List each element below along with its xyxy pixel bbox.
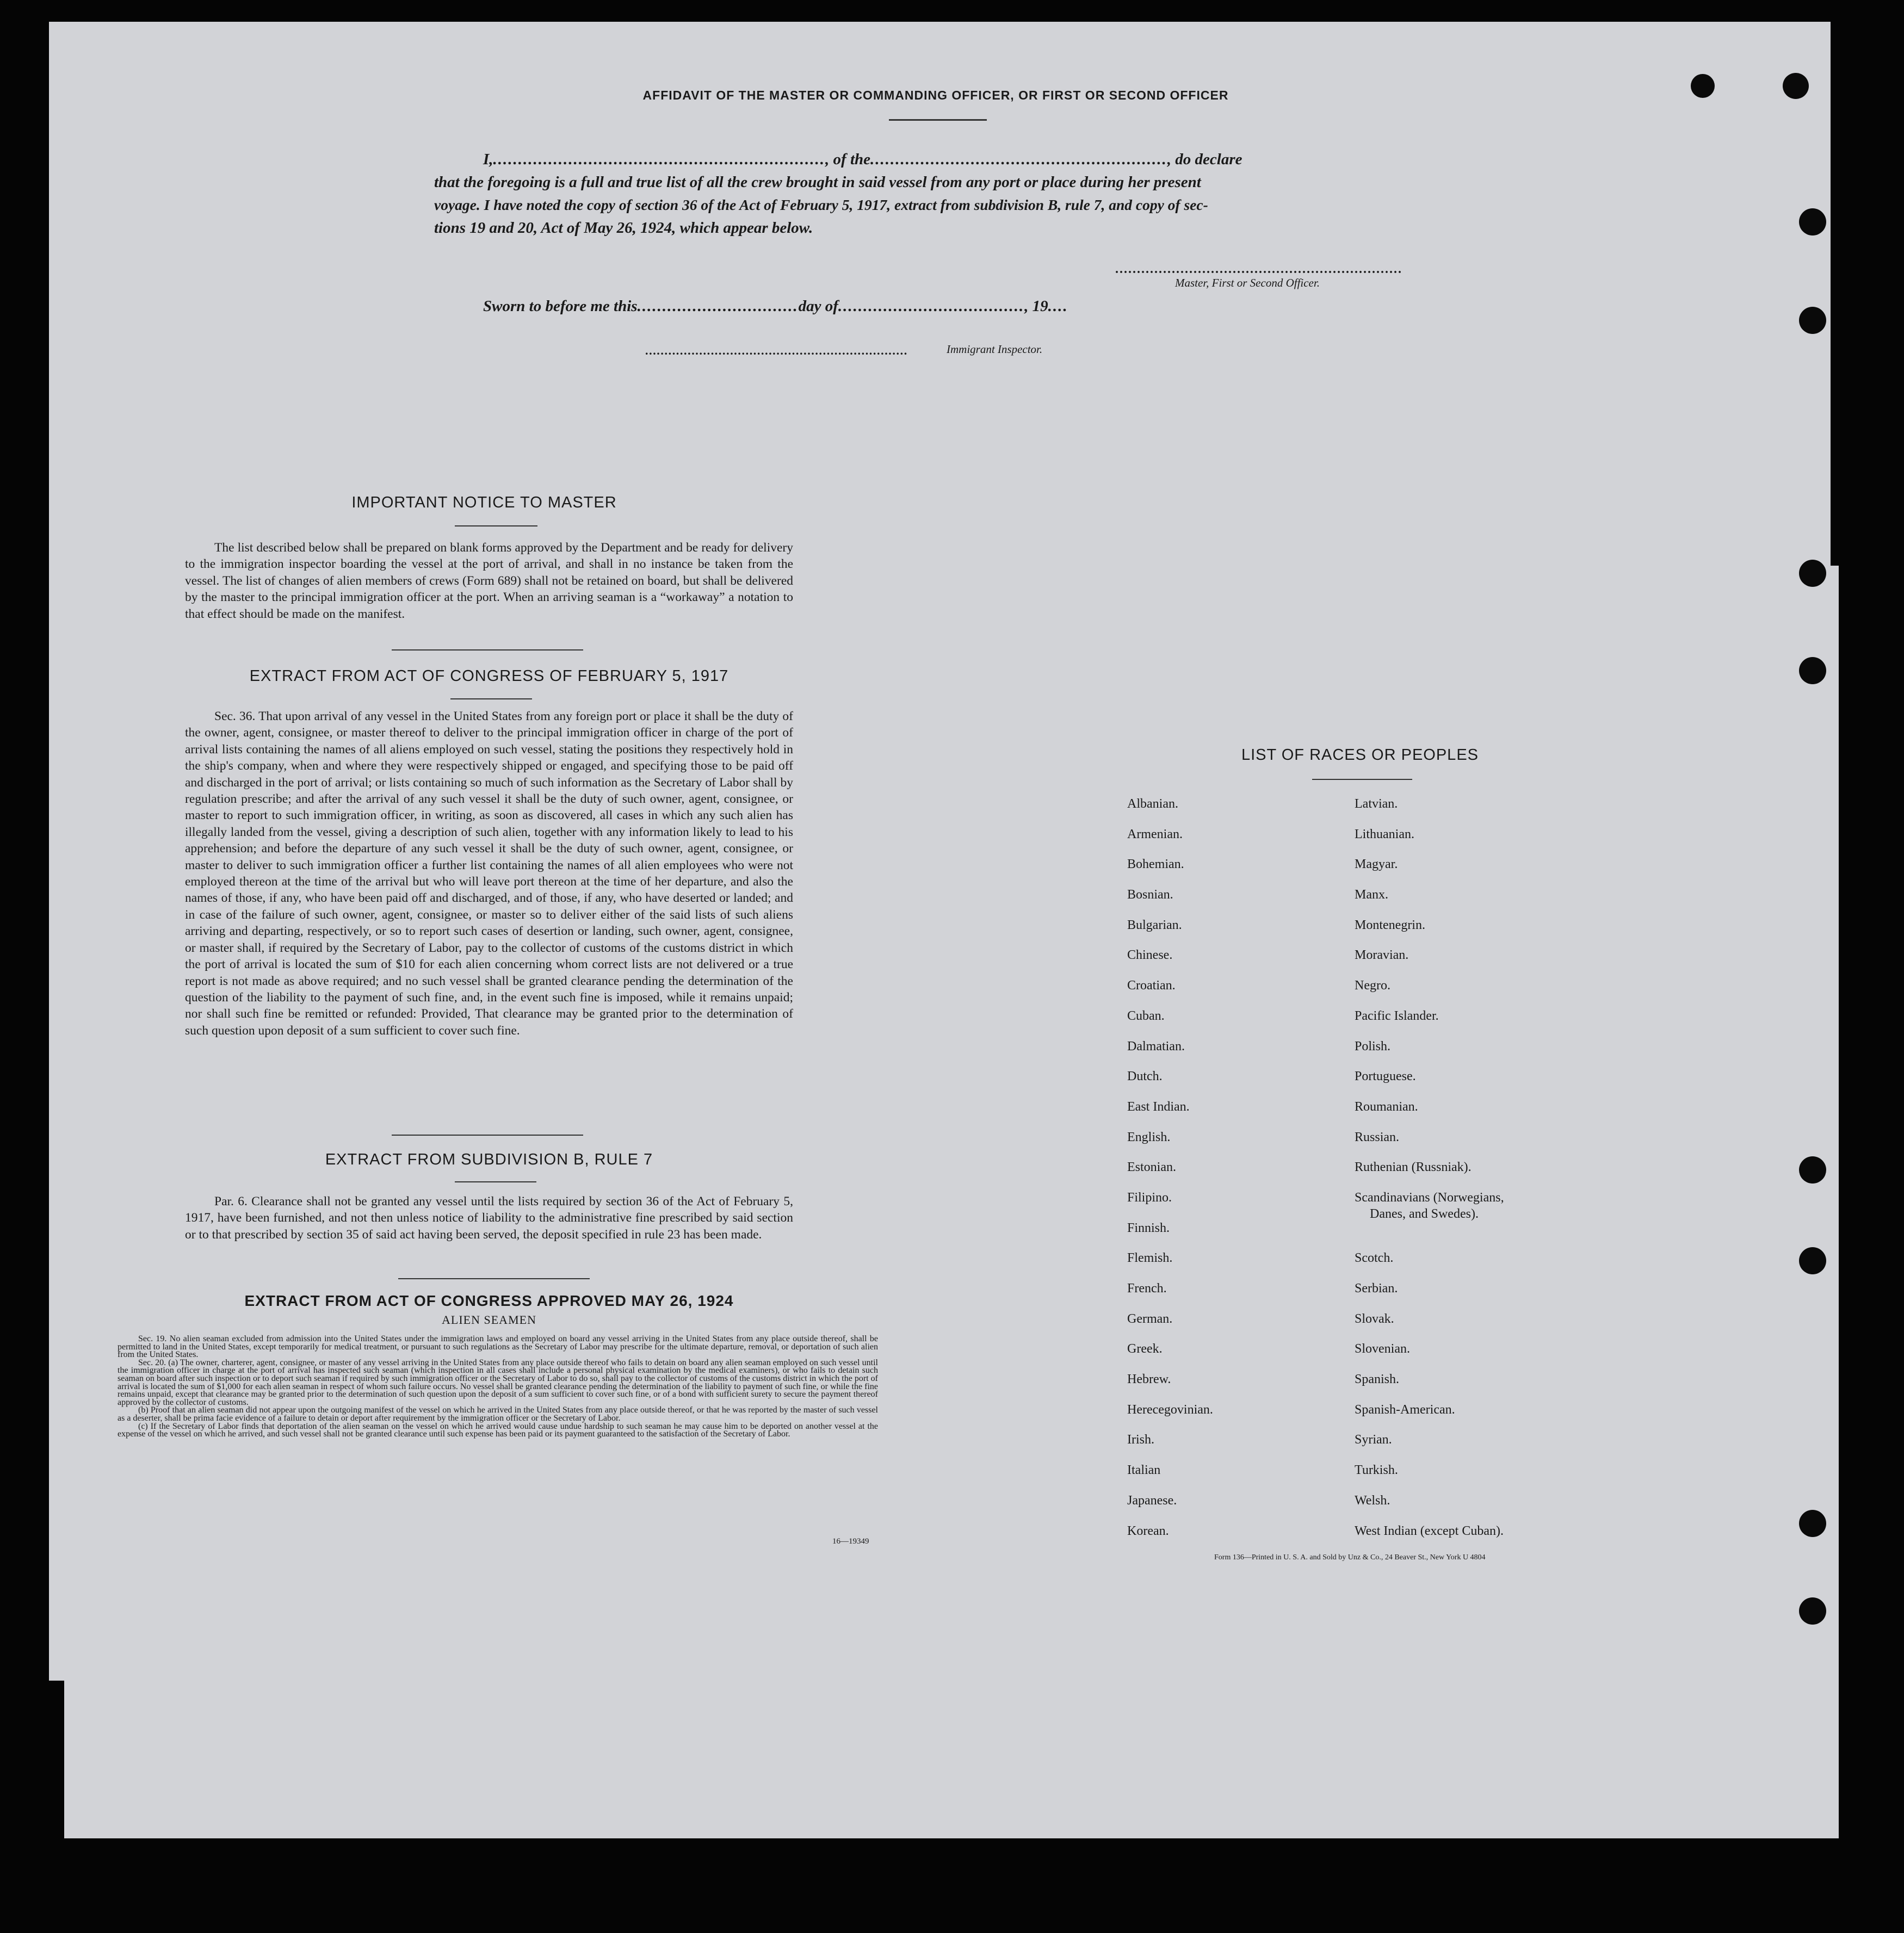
race-item: Italian [1127, 1463, 1161, 1478]
do-declare-label: , do declare [1167, 151, 1242, 168]
declarant-name-field[interactable]: .................................................................. [493, 151, 826, 168]
form-code: 16—19349 [832, 1537, 869, 1546]
punch-hole [1691, 74, 1715, 98]
race-item: Japanese. [1127, 1493, 1177, 1508]
page-notch-top-right [1831, 22, 1841, 566]
race-item: Lithuanian. [1355, 827, 1414, 841]
race-item: Ruthenian (Russniak). [1355, 1160, 1472, 1175]
race-item: Bulgarian. [1127, 918, 1182, 932]
race-item: Negro. [1355, 978, 1390, 993]
form-footer: Form 136—Printed in U. S. A. and Sold by Unz & Co., 24 Beaver St., New York U 4804 [1214, 1553, 1486, 1562]
master-signature-label: Master, First or Second Officer. [1175, 276, 1320, 289]
race-item: Slovak. [1355, 1311, 1394, 1326]
race-item: Scandinavians (Norwegians, [1355, 1190, 1504, 1205]
punch-hole [1799, 657, 1826, 684]
race-item: Flemish. [1127, 1251, 1173, 1266]
divider [1312, 779, 1412, 780]
race-item: Magyar. [1355, 857, 1398, 872]
race-item: Dalmatian. [1127, 1039, 1185, 1054]
punch-hole [1799, 307, 1826, 334]
race-item: Croatian. [1127, 978, 1176, 993]
race-item: Greek. [1127, 1342, 1163, 1356]
race-item: Herecegovinian. [1127, 1402, 1213, 1417]
race-item: Hebrew. [1127, 1372, 1171, 1387]
race-item: Finnish. [1127, 1220, 1170, 1235]
race-item: Irish. [1127, 1433, 1154, 1447]
extract-1924-subtitle: ALIEN SEAMEN [442, 1313, 536, 1327]
divider [392, 1135, 583, 1136]
divider [889, 119, 987, 121]
inspector-signature-field[interactable]: .................................................................... [645, 344, 908, 357]
sec-20a-paragraph: Sec. 20. (a) The owner, charterer, agent, consignee, or master of any vessel arriving in the United States from any place outside thereof who fails to detain on board any alien seaman employed on such vessel until the immigration officer in charge at the port of arrival has inspected such seaman (which inspection in all cases shall include a personal physical examination by the medical examiners), or who fails to detain such seaman on board after such inspection or to deport such seaman if required by such immigration officer or the Secretary of Labor to do so, shall pay to the collector of customs of the customs district in which the port of arrival is located the sum of $1,000 for each alien seaman in respect of whom such failure occurs. No vessel shall be granted clearance pending the determination of the liability to payment of such fine, or while the fine remains unpaid, except that clearance may be granted prior to the determination of such question upon the deposit of a sum sufficient to cover such fine, or of a bond with sufficient surety to secure the payment thereof approved by the collector of customs. [118, 1358, 878, 1407]
extract-1924-title: EXTRACT FROM ACT OF CONGRESS APPROVED MAY 26, 1924 [244, 1292, 734, 1309]
race-item: French. [1127, 1281, 1167, 1296]
divider [450, 698, 532, 699]
race-item: Armenian. [1127, 827, 1183, 841]
punch-hole [1799, 560, 1826, 587]
race-item: Danes, and Swedes). [1370, 1206, 1479, 1221]
extract-rule7-body: Par. 6. Clearance shall not be granted any vessel until the lists required by section 36 of the Act of February 5, 1917, have been furnished, and not then unless notice of liability to the administrative fine prescribed by said section or to that prescribed by section 35 of said act having been served, the deposit specified in rule 23 has been made. [185, 1194, 793, 1242]
race-item: Turkish. [1355, 1463, 1398, 1478]
sworn-day-field[interactable]: ................................ [637, 298, 799, 315]
race-item: Polish. [1355, 1039, 1391, 1054]
race-item: Bosnian. [1127, 888, 1173, 902]
vessel-name-field[interactable]: ........................................................... [870, 151, 1167, 168]
declaration-line-2: that the foregoing is a full and true list of all the crew brought in said vessel from any port or place during her present [434, 174, 1201, 191]
declarant-prefix: I, [483, 151, 493, 168]
sworn-year-field[interactable]: .... [1048, 298, 1068, 315]
race-item: East Indian. [1127, 1099, 1190, 1114]
sworn-month-field[interactable]: ..................................... [838, 298, 1025, 315]
race-item: Serbian. [1355, 1281, 1398, 1296]
extract-1917-title: EXTRACT FROM ACT OF CONGRESS OF FEBRUARY 5, 1917 [249, 667, 729, 685]
sworn-line [483, 295, 1068, 318]
divider [455, 525, 537, 526]
race-item: English. [1127, 1130, 1171, 1144]
punch-hole [1783, 73, 1809, 99]
race-item: Cuban. [1127, 1008, 1165, 1023]
punch-hole [1799, 1247, 1826, 1274]
race-item: Albanian. [1127, 797, 1178, 811]
race-item: German. [1127, 1311, 1173, 1326]
divider [398, 1278, 590, 1279]
of-the-label: , of the [825, 151, 871, 168]
race-item: Syrian. [1355, 1433, 1392, 1447]
races-left-column [1127, 795, 1213, 1552]
sec-20c-paragraph: (c) If the Secretary of Labor finds that deportation of the alien seaman on the vessel on which he arrived would cause undue hardship to such seaman he may cause him to be deported on another vessel at the expense of the vessel on which he arrived, and such vessel shall not be granted clearance until such expense has been paid or its payment guaranteed to the satisfaction of the Secretary of Labor. [118, 1421, 878, 1439]
race-item: Estonian. [1127, 1160, 1176, 1175]
punch-hole [1799, 208, 1826, 236]
punch-hole [1799, 1510, 1826, 1537]
notice-body: The list described below shall be prepared on blank forms approved by the Department and be ready for delivery to the immigration inspector boarding the vessel at the port of arrival, and shall in no instance be taken from the vessel. The list of changes of alien members of crews (Form 689) shall not be retained on board, but shall be delivered by the master to the principal immigration officer at the port. When an arriving seaman is a “workaway” a notation to that effect should be made on the manifest. [185, 541, 793, 621]
punch-hole [1799, 1156, 1826, 1184]
race-item: Korean. [1127, 1523, 1169, 1538]
race-item: Roumanian. [1355, 1099, 1418, 1114]
race-item: Spanish-American. [1355, 1402, 1455, 1417]
race-item: Scotch. [1355, 1251, 1394, 1266]
race-item: Dutch. [1127, 1069, 1163, 1084]
declaration-line-3: voyage. I have noted the copy of section 36 of the Act of February 5, 1917, extract from subdivision B, rule 7, and copy of sec- [434, 196, 1208, 213]
race-item: Bohemian. [1127, 857, 1184, 872]
notice-title: IMPORTANT NOTICE TO MASTER [351, 494, 617, 511]
race-item: West Indian (except Cuban). [1355, 1523, 1504, 1538]
race-item: Slovenian. [1355, 1342, 1410, 1356]
race-item: Pacific Islander. [1355, 1008, 1439, 1023]
sec-20b-paragraph: (b) Proof that an alien seaman did not appear upon the outgoing manifest of the vessel on which he arrived in the United States from any place outside thereof, or that he was reported by the master of such vessel as a deserter, shall be prima facie evidence of a failure to detain or deport after requirement by the immigration officer or the Secretary of Labor. [118, 1405, 878, 1423]
punch-hole [1799, 1597, 1826, 1625]
day-of-label: day of [798, 298, 838, 315]
page-notch-bottom-left [48, 1681, 64, 1844]
race-item: Spanish. [1355, 1372, 1400, 1387]
inspector-signature-label: Immigrant Inspector. [947, 343, 1043, 356]
race-item: Manx. [1355, 888, 1388, 902]
races-title: LIST OF RACES OR PEOPLES [1241, 746, 1479, 764]
race-item: Montenegrin. [1355, 918, 1425, 932]
sworn-prefix: Sworn to before me this [483, 298, 638, 315]
declaration-line-4: tions 19 and 20, Act of May 26, 1924, which appear below. [434, 219, 813, 237]
race-item: Moravian. [1355, 948, 1409, 963]
race-item: Latvian. [1355, 797, 1398, 811]
extract-1924-body [118, 1335, 878, 1439]
declaration-line-1 [483, 148, 1446, 171]
year-prefix: , 19 [1024, 298, 1048, 315]
race-item: Russian. [1355, 1130, 1400, 1144]
master-signature-field[interactable]: .................................................................. [1115, 262, 1402, 276]
races-right-column [1355, 795, 1504, 1552]
race-item: Welsh. [1355, 1493, 1390, 1508]
affidavit-title: AFFIDAVIT OF THE MASTER OR COMMANDING OFFICER, OR FIRST OR SECOND OFFICER [642, 88, 1229, 102]
extract-rule7-title: EXTRACT FROM SUBDIVISION B, RULE 7 [325, 1151, 653, 1168]
race-item: Filipino. [1127, 1190, 1172, 1205]
race-item: Chinese. [1127, 948, 1173, 963]
divider [392, 649, 583, 650]
extract-1917-body: Sec. 36. That upon arrival of any vessel in the United States from any foreign port or place it shall be the duty of the owner, agent, consignee, or master thereof to deliver to the principal immigration officer in charge of the port of arrival lists containing the names of all aliens employed on such vessel, stating the positions they respectively hold in the ship's company, when and where they were respectively shipped or engaged, and specifying those to be paid off and discharged in the port of arrival; or lists containing so much of such information as the Secretary of Labor shall by regulation prescribe; and after the arrival of any such vessel it shall be the duty of such owner, agent, consignee, or master to report to such immigration officer, in writing, as soon as discovered, all cases in which any such alien has illegally landed from the vessel, giving a description of such alien, together with any information likely to lead to his apprehension; and before the departure of any such vessel it shall be the duty of such owner, agent, consignee, or master to deliver to such immigration officer a further list containing the names of all alien employees who were not employed thereon at the time of the arrival but who will leave port thereon at the time of her departure, and also the names of those, if any, who have been paid off and discharged, and of those, if any, who have deserted or landed; and in case of the failure of such owner, agent, consignee, or master so to deliver either of the said lists of such aliens arriving and departing, respectively, or so to report such cases of desertion or landing, such owner, agent, consignee, or master shall, if required by the Secretary of Labor, pay to the collector of customs of the customs district in which the port of arrival is located the sum of $10 for each alien concerning whom correct lists are not delivered or a true report is not made as above required; and no such vessel shall be granted clearance pending the determination of the question of the liability to the payment of such fine, and, in the event such fine is imposed, while it remains unpaid; nor shall such fine be remitted or refunded: Provided, That clearance may be granted prior to the determination of such question upon deposit of a sum sufficient to cover such fine. [185, 709, 793, 1038]
sec-19-paragraph: Sec. 19. No alien seaman excluded from admission into the United States under the immigration laws and employed on board any vessel arriving in the United States from any place outside thereof, shall be permitted to land in the United States, except temporarily for medical treatment, or pursuant to such regulations as the Secretary of Labor may prescribe for the ultimate departure, removal, or deportation of such alien from the United States. [118, 1334, 878, 1360]
race-item: Portuguese. [1355, 1069, 1416, 1084]
divider [455, 1181, 536, 1182]
